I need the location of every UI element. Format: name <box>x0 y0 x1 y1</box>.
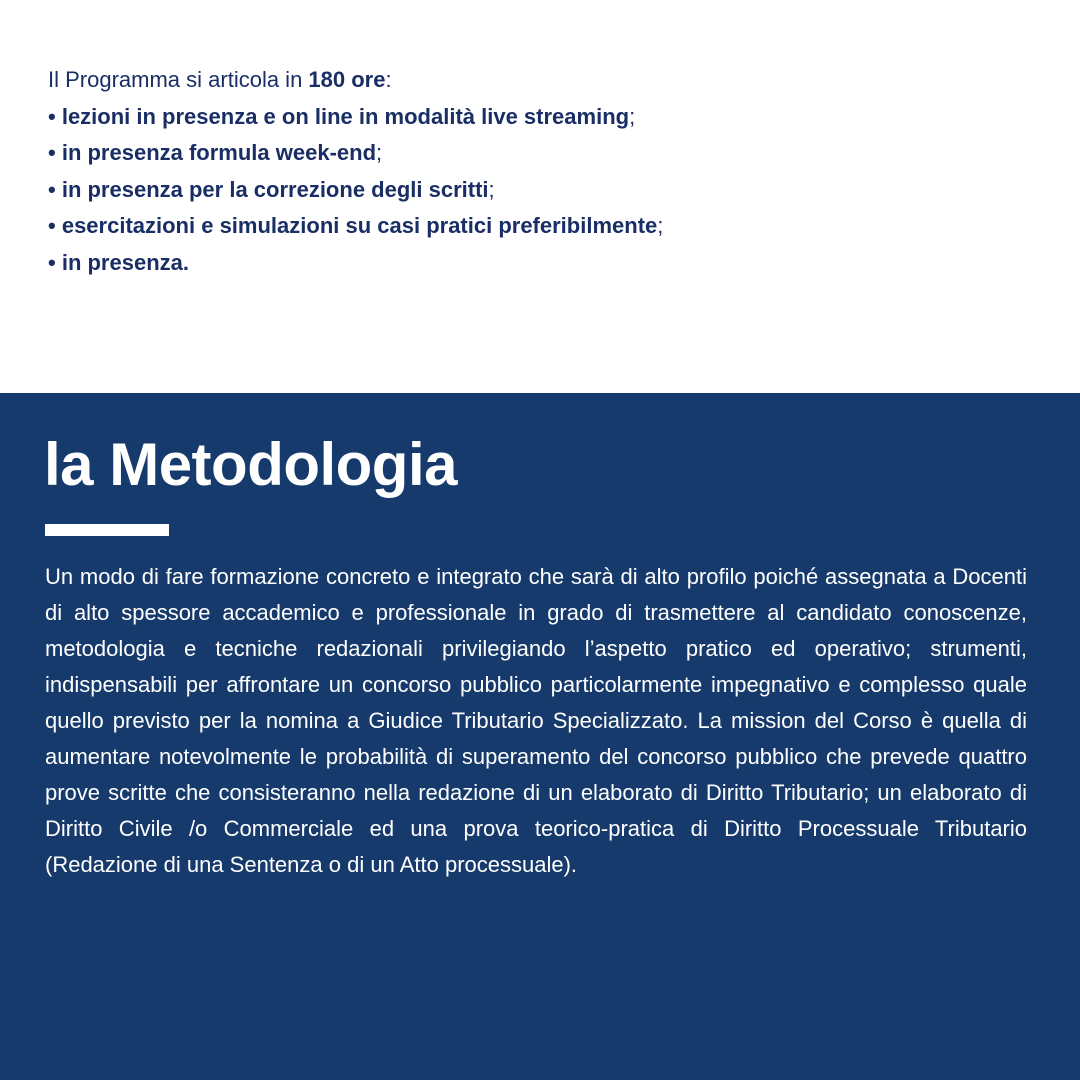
program-item-text: in presenza formula week-end <box>61 140 377 165</box>
program-item-suffix: ; <box>376 140 383 165</box>
bullet-icon: • <box>48 103 62 129</box>
title-underline <box>45 524 169 536</box>
methodology-section <box>0 393 1080 1080</box>
bullet-icon: • <box>48 249 62 275</box>
bullet-icon: • <box>48 176 62 202</box>
methodology-body: Un modo di fare formazione concreto e integrato che sarà di alto profilo poiché assegnata a Docenti di alto spessore accademico e professionale in grado di trasmettere al candidato conoscenze, metodologia e tecniche redazionali privilegiando l’aspetto pratico ed operativo; strumenti, indispensabili per affrontare un concorso pubblico particolarmente impegnativo e complesso quale quello previsto per la nomina a Giudice Tributario Specializzato. La mission del Corso è quella di aumentare notevolmente le probabilità di superamento del concorso pubblico che prevede quattro prove scritte che consisteranno nella redazione di un elaborato di Diritto Tributario; un elaborato di Diritto Civile /o Commerciale ed una prova teorico-pratica di Diritto Processuale Tributario (Redazione di una Sentenza o di un Atto processuale). <box>45 564 1027 877</box>
program-item-text: in presenza. <box>61 249 189 275</box>
program-item-suffix: ; <box>488 176 495 202</box>
program-item-text: esercitazioni e simulazioni su casi pratici preferibilmente <box>61 213 658 238</box>
program-item-text: lezioni in presenza e on line in modalità live streaming <box>61 103 630 129</box>
program-item-suffix: ; <box>629 103 636 129</box>
program-item-suffix: ; <box>657 213 664 238</box>
program-intro <box>48 62 1048 99</box>
program-item <box>48 208 1048 245</box>
program-text <box>48 62 1048 281</box>
program-intro-text: Il Programma si articola in <box>48 67 309 92</box>
program-section <box>0 0 1080 393</box>
program-item <box>48 245 1048 282</box>
program-item <box>48 172 1048 209</box>
bullet-icon: • <box>48 140 62 165</box>
program-hours: 180 ore <box>308 67 386 92</box>
program-intro-suffix: : <box>385 67 392 92</box>
bullet-icon: • <box>48 213 62 238</box>
program-item <box>48 99 1048 136</box>
methodology-title: la Metodologia <box>44 431 457 498</box>
program-item <box>48 135 1048 172</box>
program-item-text: in presenza per la correzione degli scritti <box>61 176 489 202</box>
